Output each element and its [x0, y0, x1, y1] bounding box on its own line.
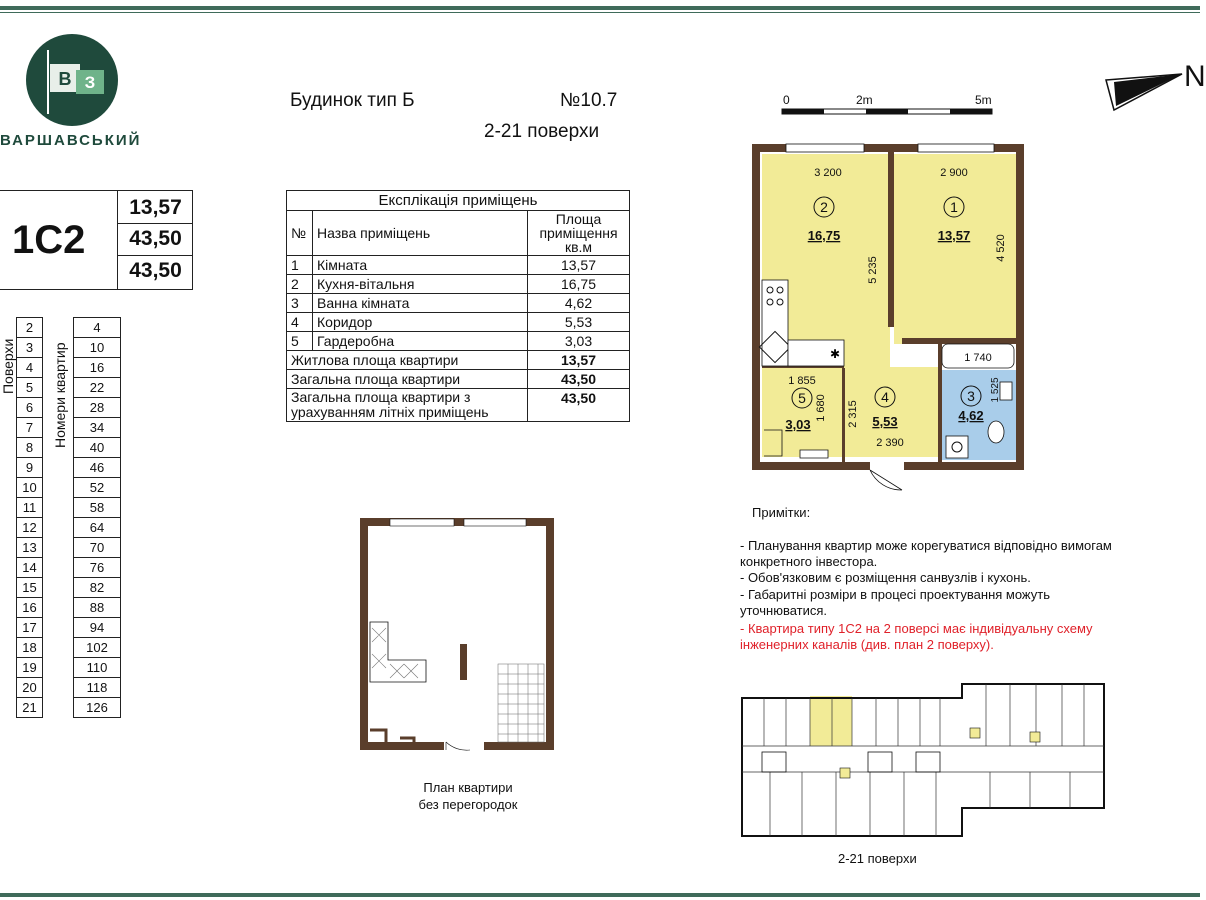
explication-total-row [287, 389, 630, 422]
total-label: Житлова площа квартири [287, 351, 528, 370]
notes-title: Примітки: [752, 505, 811, 520]
room-area: 5,53 [528, 313, 630, 332]
explication-row [287, 332, 630, 351]
room-name: Коридор [313, 313, 528, 332]
floor-number: 21 [17, 698, 43, 718]
room-area: 16,75 [528, 275, 630, 294]
scale-label-5m: 5m [975, 93, 992, 107]
explication-title: Експлікація приміщень [287, 191, 630, 211]
floor-number: 15 [17, 578, 43, 598]
brand-logo [26, 34, 118, 126]
apartment-number: 64 [74, 518, 121, 538]
apartment-number: 76 [74, 558, 121, 578]
room-area: 3,03 [528, 332, 630, 351]
floor-number: 14 [17, 558, 43, 578]
plan-dimension: 2 900 [940, 167, 968, 179]
plan-room-number: 4 [881, 389, 889, 405]
room-area: 13,57 [528, 256, 630, 275]
plan-room-area: 4,62 [958, 408, 984, 423]
apartment-type: 1С2 [12, 218, 86, 262]
room-area: 4,62 [528, 294, 630, 313]
room-number: 2 [287, 275, 313, 294]
plan-room-number: 5 [798, 390, 806, 406]
floor-number: 9 [17, 458, 43, 478]
room-name: Гардеробна [313, 332, 528, 351]
apartment-number: 22 [74, 378, 121, 398]
logo-letter: З [84, 73, 96, 92]
explication-row [287, 313, 630, 332]
floors-column [16, 317, 43, 718]
total-area-value: 43,50 [129, 227, 182, 250]
col-area-header: Площа приміщення кв.м [528, 211, 630, 256]
plan-dimension: 1 525 [990, 377, 1001, 403]
total-label: Загальна площа квартири з урахуванням літніх приміщень [287, 389, 528, 422]
col-name-header: Назва приміщень [313, 211, 528, 256]
room-number: 5 [287, 332, 313, 351]
scale-label-0: 0 [783, 93, 790, 107]
plan-room-area: 13,57 [937, 228, 971, 243]
apartment-number: 110 [74, 658, 121, 678]
room-name: Кімната [313, 256, 528, 275]
floor-number: 10 [17, 478, 43, 498]
floor-number: 13 [17, 538, 43, 558]
apartment-number: 52 [74, 478, 121, 498]
apartment-number: 94 [74, 618, 121, 638]
floor-number: 3 [17, 338, 43, 358]
apartment-number: 88 [74, 598, 121, 618]
total-value: 43,50 [528, 370, 630, 389]
explication-total-row [287, 370, 630, 389]
plan-room-number: 3 [967, 388, 975, 404]
floor-number: 2 [17, 318, 43, 338]
floor-number: 16 [17, 598, 43, 618]
living-area-value: 13,57 [129, 196, 182, 219]
plan-dimension: 3 200 [814, 167, 842, 179]
explication-row [287, 294, 630, 313]
apartment-number: 34 [74, 418, 121, 438]
bottom-frame-line [0, 893, 1200, 897]
col-number-header: № [287, 211, 313, 256]
total-value: 13,57 [528, 351, 630, 370]
explication-row [287, 275, 630, 294]
plan-dimension: 5 235 [867, 256, 879, 284]
floors-label: Поверхи [0, 338, 16, 394]
plan-dimension: 2 390 [876, 437, 904, 449]
blank-plan-caption-line1: План квартири [423, 780, 513, 795]
plan-dimension: 4 520 [995, 234, 1007, 262]
apartment-number: 118 [74, 678, 121, 698]
apartment-number: 70 [74, 538, 121, 558]
plan-room-area: 16,75 [807, 228, 841, 243]
blank-plan-caption-line2: без перегородок [418, 797, 518, 812]
house-type: Будинок тип Б [290, 90, 415, 111]
floor-number: 12 [17, 518, 43, 538]
apartment-number: 82 [74, 578, 121, 598]
scale-label-2m: 2m [856, 93, 873, 107]
svg-text:✱: ✱ [830, 347, 841, 361]
note-item: - Планування квартир може корегуватися відповідно вимогам конкретного інвестора. [740, 538, 1112, 569]
plan-dimension: 1 855 [788, 375, 816, 387]
explication-row [287, 256, 630, 275]
floor-number: 18 [17, 638, 43, 658]
explication-table [286, 190, 630, 422]
total-label: Загальна площа квартири [287, 370, 528, 389]
room-number: 1 [287, 256, 313, 275]
floor-number: 19 [17, 658, 43, 678]
explication-total-row [287, 351, 630, 370]
note-item: - Обов'язковим є розміщення санвузлів і кухонь. [740, 570, 1031, 585]
room-name: Ванна кімната [313, 294, 528, 313]
apartment-number: 10 [74, 338, 121, 358]
floor-number: 8 [17, 438, 43, 458]
total-value: 43,50 [528, 389, 630, 422]
apartment-number: 58 [74, 498, 121, 518]
scale-bar [780, 107, 1000, 117]
top-frame-thin-line [0, 12, 1200, 13]
floor-number: 11 [17, 498, 43, 518]
key-plan-caption: 2-21 поверхи [838, 851, 917, 866]
apartment-number: 4 [74, 318, 121, 338]
plan-dimension: 1 740 [964, 352, 992, 364]
section-number: №10.7 [560, 90, 618, 111]
north-arrow-icon [1104, 70, 1184, 114]
note-item: - Габаритні розміри в процесі проектування можуть уточнюватися. [740, 587, 1050, 618]
room-number: 4 [287, 313, 313, 332]
plan-room-area: 5,53 [872, 414, 898, 429]
plan-without-partitions [360, 518, 556, 750]
plan-room-number: 2 [820, 199, 828, 215]
apartment-number: 16 [74, 358, 121, 378]
apartment-numbers-column [73, 317, 121, 718]
summer-area-value: 43,50 [129, 259, 182, 282]
floor-number: 20 [17, 678, 43, 698]
floor-number: 4 [17, 358, 43, 378]
north-letter: N [1184, 60, 1206, 93]
room-number: 3 [287, 294, 313, 313]
apartment-number: 102 [74, 638, 121, 658]
plan-dimension: 1 680 [815, 394, 827, 422]
apartment-numbers-label: Номери квартир [52, 342, 68, 448]
apartment-number: 40 [74, 438, 121, 458]
brand-name: ВАРШАВСЬКИЙ [0, 132, 142, 149]
room-name: Кухня-вітальня [313, 275, 528, 294]
top-frame-line [0, 6, 1200, 10]
apartment-number: 28 [74, 398, 121, 418]
logo-letter: В [58, 69, 72, 89]
floor-key-plan [740, 682, 1106, 842]
plan-room-area: 3,03 [785, 417, 811, 432]
note-red-item: - Квартира типу 1С2 на 2 поверсі має індивідуальну схему інженерних каналів (див. план 2 поверху). [740, 621, 1093, 652]
floor-number: 6 [17, 398, 43, 418]
floor-number: 7 [17, 418, 43, 438]
floors-range: 2-21 поверхи [484, 121, 600, 142]
apartment-plan [752, 140, 1024, 490]
apartment-number: 126 [74, 698, 121, 718]
floor-number: 17 [17, 618, 43, 638]
plan-room-number: 1 [950, 199, 958, 215]
plan-dimension: 2 315 [847, 400, 859, 428]
floor-number: 5 [17, 378, 43, 398]
apartment-number: 46 [74, 458, 121, 478]
